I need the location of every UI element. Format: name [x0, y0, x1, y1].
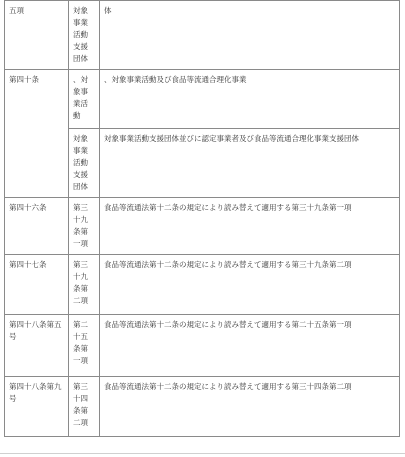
- terms-cell: 第二十五条第一項: [69, 315, 100, 377]
- replacement-cell: 体: [100, 1, 400, 70]
- replacement-cell: 、対象事業活動及び食品等流通合理化事業: [100, 70, 400, 129]
- replacement-cell: 食品等流通法第十二条の規定により読み替えて適用する第三十九条第二項: [100, 255, 400, 315]
- document-page: [4, 0, 399, 437]
- terms-cell: 、対象事業活動: [69, 70, 100, 129]
- terms-cell: 対象事業活動支援団体: [69, 1, 100, 70]
- terms-cell: 第三十九条第二項: [69, 255, 100, 315]
- terms-cell: 第三十四条第二項: [69, 377, 100, 437]
- article-cell: 第四十七条: [5, 255, 69, 315]
- article-cell: 五項: [5, 1, 69, 70]
- replacement-cell: 対象事業活動支援団体並びに認定事業者及び食品等流通合理化事業支援団体: [100, 129, 400, 198]
- table-row: [5, 70, 400, 129]
- replacement-cell: 食品等流通法第十二条の規定により読み替えて適用する第二十五条第一項: [100, 315, 400, 377]
- table-row: [5, 315, 400, 377]
- table-row: [5, 377, 400, 437]
- table-row: [5, 198, 400, 255]
- replacement-table: [4, 0, 400, 437]
- table-row: [5, 255, 400, 315]
- article-cell: 第四十八条第五号: [5, 315, 69, 377]
- terms-cell: 第三十九条第一項: [69, 198, 100, 255]
- article-cell: 第四十八条第九号: [5, 377, 69, 437]
- terms-cell: 対象事業活動支援団体: [69, 129, 100, 198]
- page-bottom-divider: [0, 453, 405, 454]
- replacement-cell: 食品等流通法第十二条の規定により読み替えて適用する第三十四条第二項: [100, 377, 400, 437]
- article-cell: 第四十六条: [5, 198, 69, 255]
- replacement-cell: 食品等流通法第十二条の規定により読み替えて適用する第三十九条第一項: [100, 198, 400, 255]
- article-cell: 第四十条: [5, 70, 69, 198]
- table-row: [5, 1, 400, 70]
